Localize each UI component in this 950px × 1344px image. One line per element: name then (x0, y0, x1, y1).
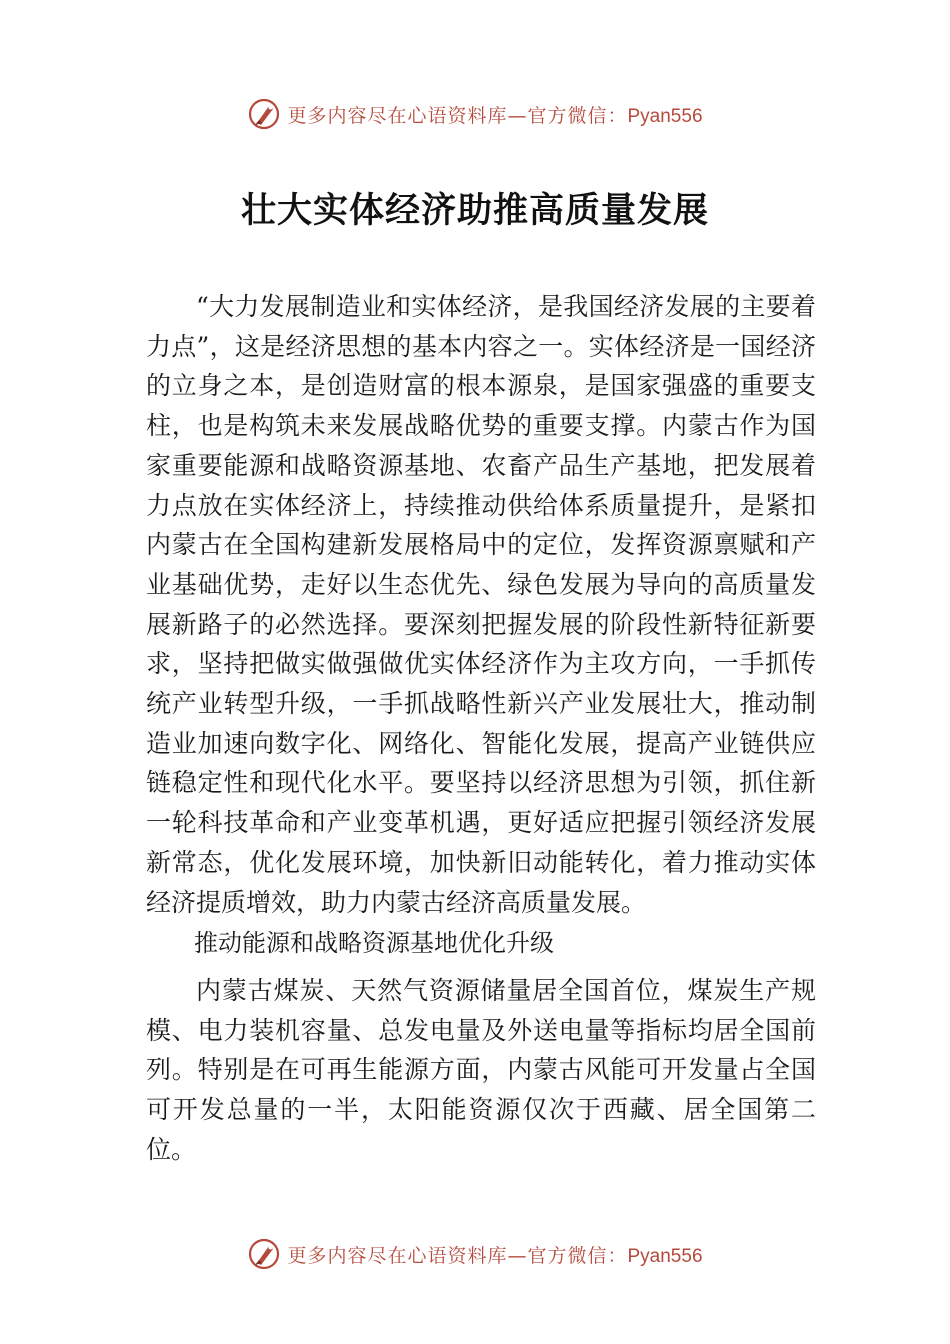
wechat-handle: Pyan556 (627, 105, 703, 127)
article-body (146, 287, 816, 1169)
header-watermark-text (287, 101, 702, 128)
paragraph-energy: 内蒙古煤炭、天然气资源储量居全国首位，煤炭生产规模、电力装机容量、总发电量及外送电量等指标均居全国前列。特别是在可再生能源方面，内蒙古风能可开发量占全国可开发总量的一半，太阳能资源仅次于西藏、居全国第二位。 (146, 975, 816, 1164)
wechat-handle: Pyan556 (627, 1245, 703, 1267)
watermark-label: 更多内容尽在心语资料库—官方微信： (287, 1244, 628, 1267)
pen-nib-logo-icon (247, 1237, 281, 1271)
footer-watermark-text (287, 1241, 702, 1268)
page-title: 壮大实体经济助推高质量发展 (240, 190, 709, 231)
header-watermark-banner (0, 94, 950, 134)
watermark-label: 更多内容尽在心语资料库—官方微信： (287, 104, 628, 127)
footer-watermark-banner (0, 1234, 950, 1274)
section-subheading: 推动能源和战略资源基地优化升级 (194, 929, 554, 958)
pen-nib-logo-icon (247, 97, 281, 131)
paragraph-intro: “大力发展制造业和实体经济，是我国经济发展的主要着力点”，这是经济思想的基本内容之一。实体经济是一国经济的立身之本，是创造财富的根本源泉，是国家强盛的重要支柱，也是构筑未来发展战略优势的重要支撑。内蒙古作为国家重要能源和战略资源基地、农畜产品生产基地，把发展着力点放在实体经济上，持续推动供给体系质量提升，是紧扣内蒙古在全国构建新发展格局中的定位，发挥资源禀赋和产业基础优势，走好以生态优先、绿色发展为导向的高质量发展新路子的必然选择。要深刻把握发展的阶段性新特征新要求，坚持把做实做强做优实体经济作为主攻方向，一手抓传统产业转型升级，一手抓战略性新兴产业发展壮大，推动制造业加速向数字化、网络化、智能化发展，提高产业链供应链稳定性和现代化水平。要坚持以经济思想为引领，抓住新一轮科技革命和产业变革机遇，更好适应把握引领经济发展新常态，优化发展环境，加快新旧动能转化，着力推动实体经济提质增效，助力内蒙古经济高质量发展。 (146, 292, 816, 917)
